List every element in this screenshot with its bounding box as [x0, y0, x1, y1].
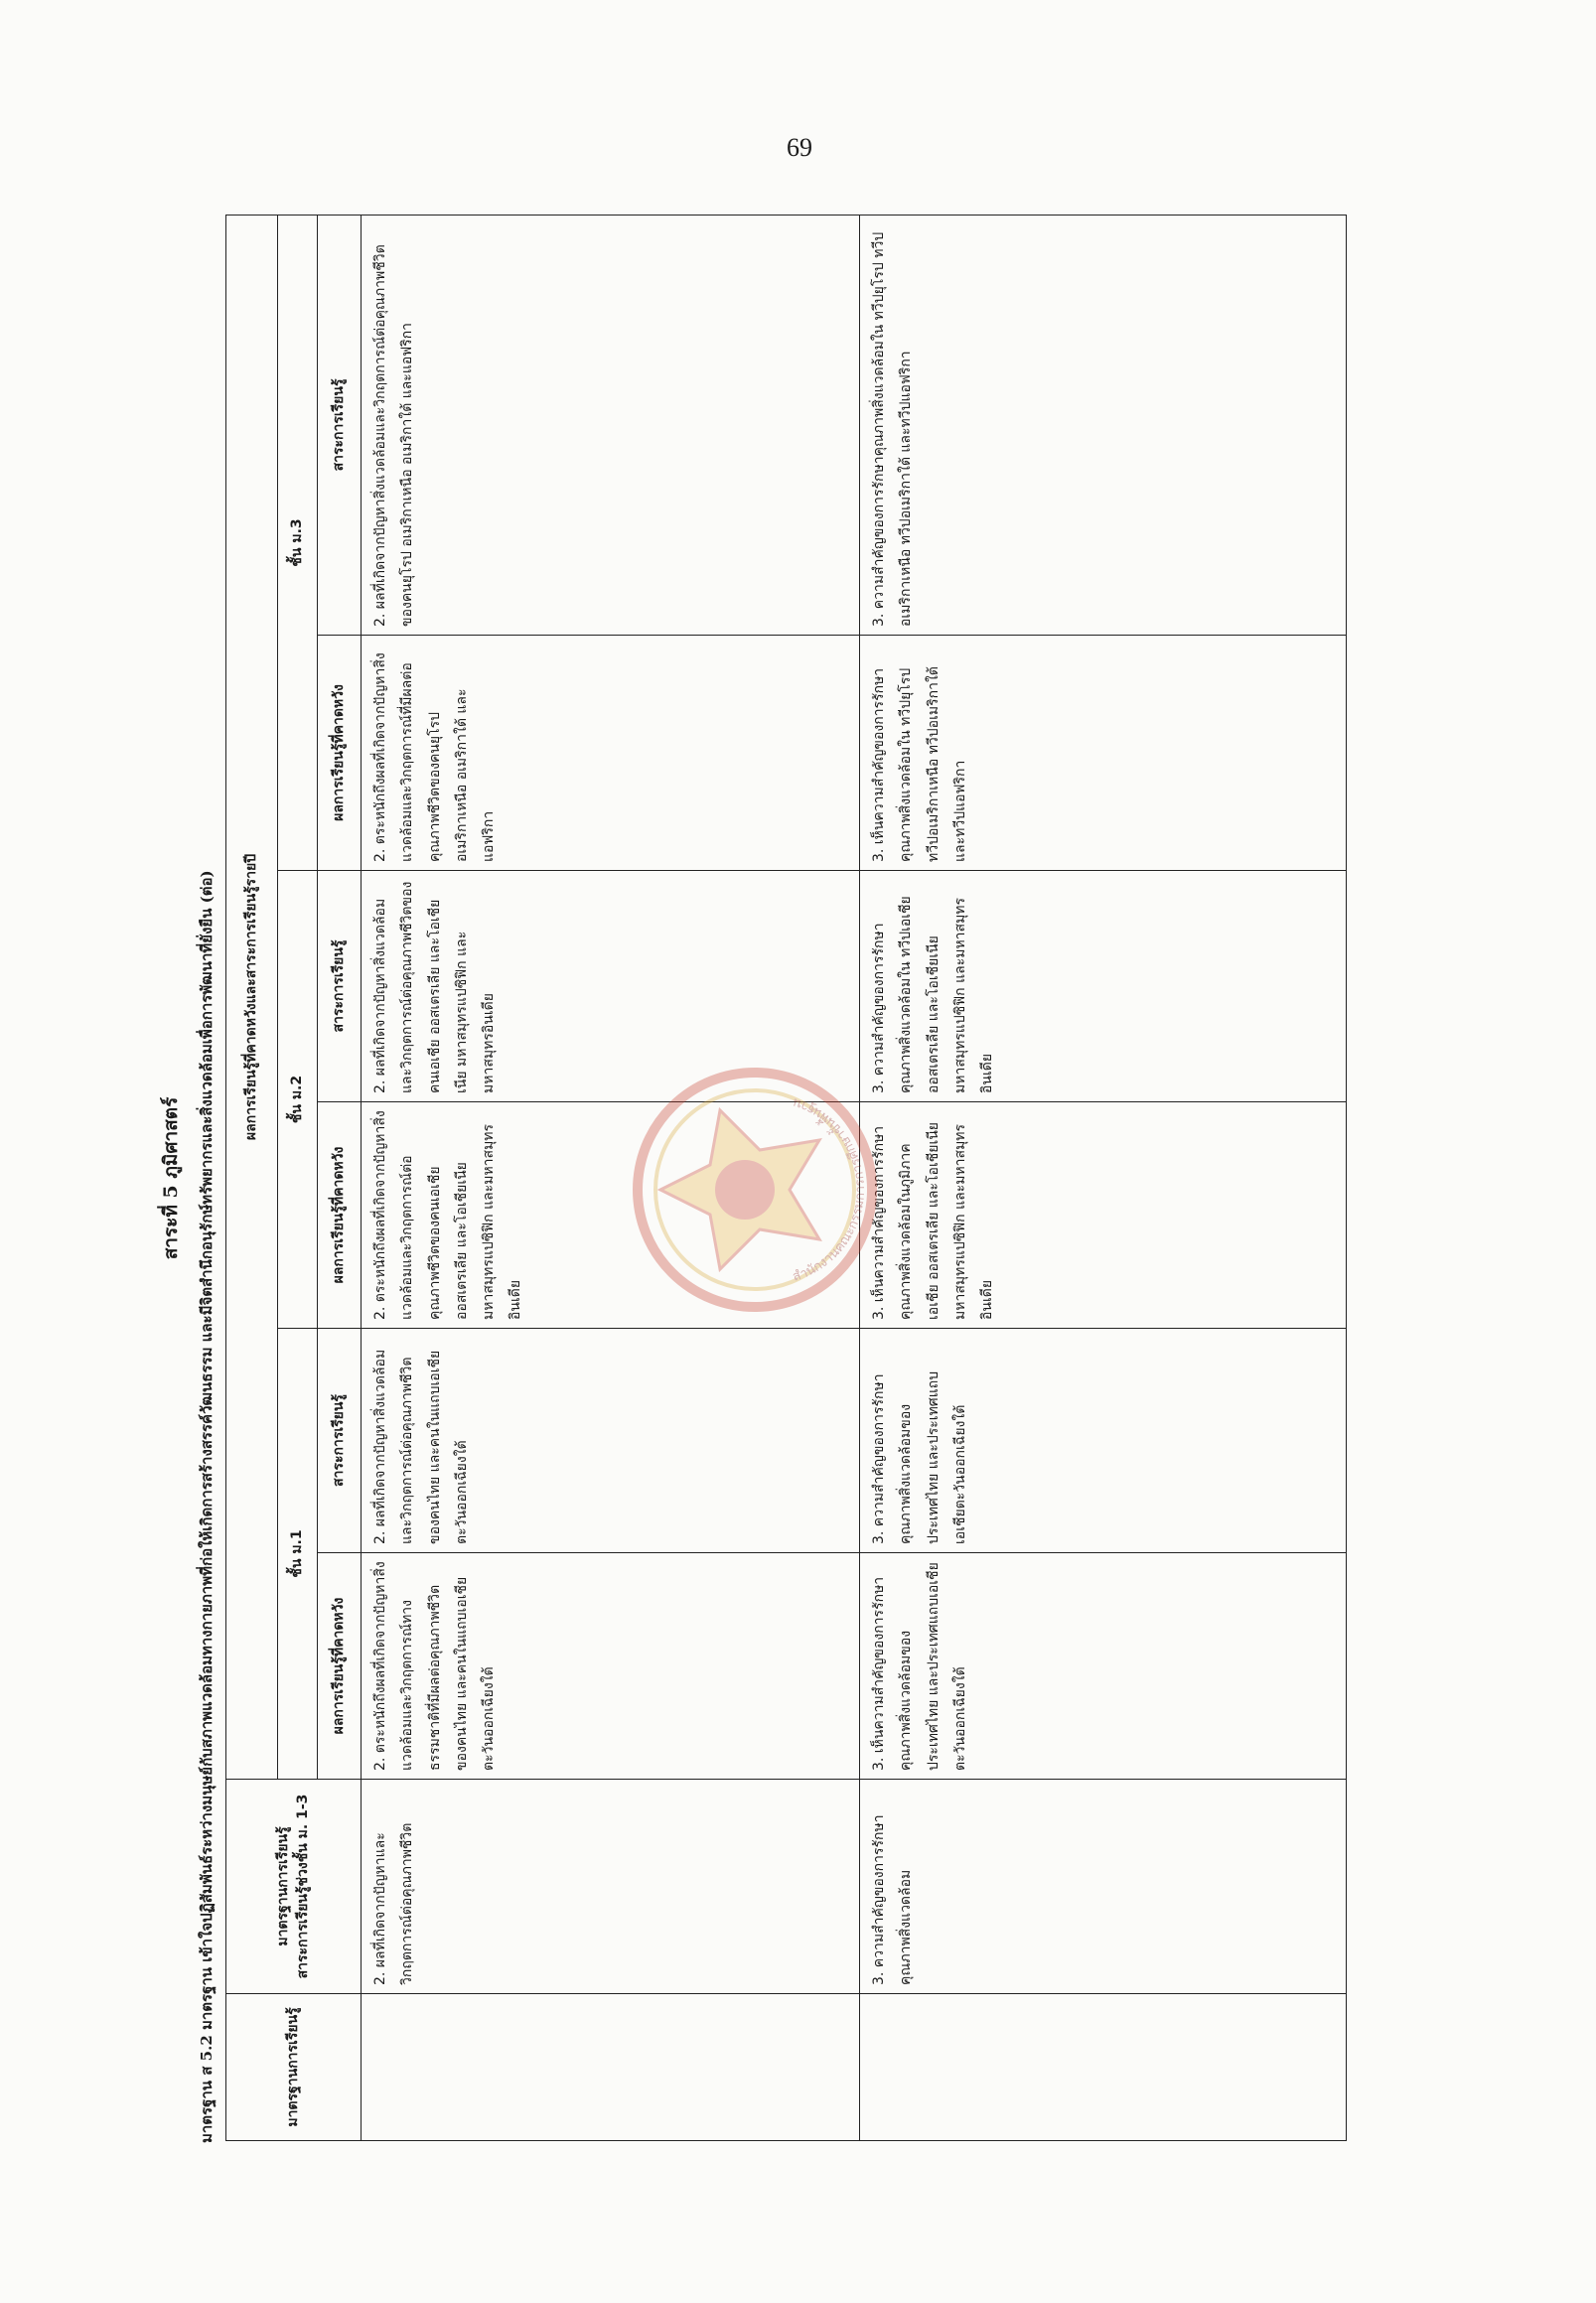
header-core-group — [226, 1780, 362, 1994]
cell-standard — [362, 1994, 860, 2141]
header-m1-outcome: ผลการเรียนรู้ที่คาดหวัง — [318, 1553, 362, 1780]
header-m1-content: สาระการเรียนรู้ — [318, 1329, 362, 1553]
header-grade-m3: ชั้น ม.3 — [278, 215, 318, 870]
cell-m3-outcome: 3. เห็นความสำคัญของการรักษาคุณภาพสิ่งแวดล้อมใน ทวีปยุโรป ทวีปอเมริกาเหนือ ทวีปอเมริกาใต้ และทวีปแอฟริกา — [860, 636, 1347, 871]
cell-m2-outcome: 2. ตระหนักถึงผลที่เกิดจากปัญหาสิ่งแวดล้อมและวิกฤตการณ์ต่อคุณภาพชีวิตของคนเอเชีย ออสเตรเลีย และโอเชียเนีย มหาสมุทรแปซิฟิก และมหาสมุทรอินเดีย — [362, 1102, 860, 1329]
cell-core-content: 2. ผลที่เกิดจากปัญหาและวิกฤตการณ์ต่อคุณภาพชีวิต — [362, 1780, 860, 1994]
page-number: 69 — [787, 133, 812, 162]
header-curriculum-standard: มาตรฐานการเรียนรู้ — [226, 1994, 362, 2141]
cell-m3-content: 3. ความสำคัญของการรักษาคุณภาพสิ่งแวดล้อมใน ทวีปยุโรป ทวีปอเมริกาเหนือ ทวีปอเมริกาใต้ และทวีปแอฟริกา — [860, 215, 1347, 635]
cell-m1-outcome: 3. เห็นความสำคัญของการรักษาคุณภาพสิ่งแวดล้อมของประเทศไทย และประเทศแถบเอเชียตะวันออกเฉียงใต้ — [860, 1553, 1347, 1780]
cell-m3-content: 2. ผลที่เกิดจากปัญหาสิ่งแวดล้อมและวิกฤตการณ์ต่อคุณภาพชีวิตของคนยุโรป อเมริกาเหนือ อเมริกาใต้ และแอฟริกา — [362, 215, 860, 635]
cell-m3-outcome: 2. ตระหนักถึงผลที่เกิดจากปัญหาสิ่งแวดล้อมและวิกฤตการณ์ที่มีผลต่อคุณภาพชีวิตของคนยุโรป อเมริกาเหนือ อเมริกาใต้ และแอฟริกา — [362, 636, 860, 871]
header-m3-content: สาระการเรียนรู้ — [318, 215, 362, 635]
emblem-watermark — [621, 1056, 889, 1324]
cell-m1-content: 3. ความสำคัญของการรักษาคุณภาพสิ่งแวดล้อมของประเทศไทย และประเทศแถบเอเชียตะวันออกเฉียงใต้ — [860, 1329, 1347, 1553]
header-learning-standard: มาตรฐานการเรียนรู้ — [274, 1826, 291, 1946]
cell-m1-content: 2. ผลที่เกิดจากปัญหาสิ่งแวดล้อมและวิกฤตการณ์ต่อคุณภาพชีวิตของคนไทย และคนในแถบเอเชียตะวันออกเฉียงใต้ — [362, 1329, 860, 1553]
cell-core-content: 3. ความสำคัญของการรักษาคุณภาพสิ่งแวดล้อม — [860, 1780, 1347, 1994]
header-m2-content: สาระการเรียนรู้ — [318, 871, 362, 1102]
table-row — [860, 215, 1347, 2140]
subject-title: สาระที่ 5 ภูมิศาสตร์ — [160, 1096, 182, 1260]
watermark-text: สำนักงานคณะกรรมการการศึกษาขั้นพื้นฐาน — [791, 1094, 869, 1285]
header-m2-outcome: ผลการเรียนรู้ที่คาดหวัง — [318, 1102, 362, 1329]
cell-m2-content: 2. ผลที่เกิดจากปัญหาสิ่งแวดล้อมและวิกฤตการณ์ต่อคุณภาพชีวิตของคนเอเชีย ออสเตรเลีย และโอเชียเนีย มหาสมุทรแปซิฟิก และมหาสมุทรอินเดีย — [362, 871, 860, 1102]
header-m3-outcome: ผลการเรียนรู้ที่คาดหวัง — [318, 636, 362, 871]
cell-m2-outcome: 3. เห็นความสำคัญของการรักษาคุณภาพสิ่งแวดล้อมในภูมิภาคเอเชีย ออสเตรเลีย และโอเชียเนีย มหาสมุทรแปซิฟิก และมหาสมุทรอินเดีย — [860, 1102, 1347, 1329]
standard-statement: มาตรฐาน ส 5.2 มาตรฐาน เข้าใจปฏิสัมพันธ์ระหว่างมนุษย์กับสภาพแวดล้อมทางกายภาพที่ก่อให้เกิดการสร้างสรรค์วัฒนธรรม และมีจิตสำนึกอนุรักษ์ทรัพยากรและสิ่งแวดล้อมเพื่อการพัฒนาที่ยั่งยืน (ต่อ) — [198, 870, 216, 2143]
header-yearly-group: ผลการเรียนรู้ที่คาดหวังและสาระการเรียนรู้รายปี — [226, 215, 278, 1779]
header-core-range: สาระการเรียนรู้ช่วงชั้น ม. 1-3 — [294, 1794, 311, 1979]
rotated-table-page — [154, 214, 1351, 2143]
header-grade-m2: ชั้น ม.2 — [278, 871, 318, 1329]
cell-m2-content: 3. ความสำคัญของการรักษาคุณภาพสิ่งแวดล้อมใน ทวีปเอเชีย ออสเตรเลีย และโอเชียเนีย มหาสมุทรแปซิฟิก และมหาสมุทรอินเดีย — [860, 871, 1347, 1102]
cell-m1-outcome: 2. ตระหนักถึงผลที่เกิดจากปัญหาสิ่งแวดล้อมและวิกฤตการณ์ทางธรรมชาติที่มีผลต่อคุณภาพชีวิตของคนไทย และคนในแถบเอเชียตะวันออกเฉียงใต้ — [362, 1553, 860, 1780]
header-grade-m1: ชั้น ม.1 — [278, 1329, 318, 1780]
cell-standard — [860, 1994, 1347, 2141]
